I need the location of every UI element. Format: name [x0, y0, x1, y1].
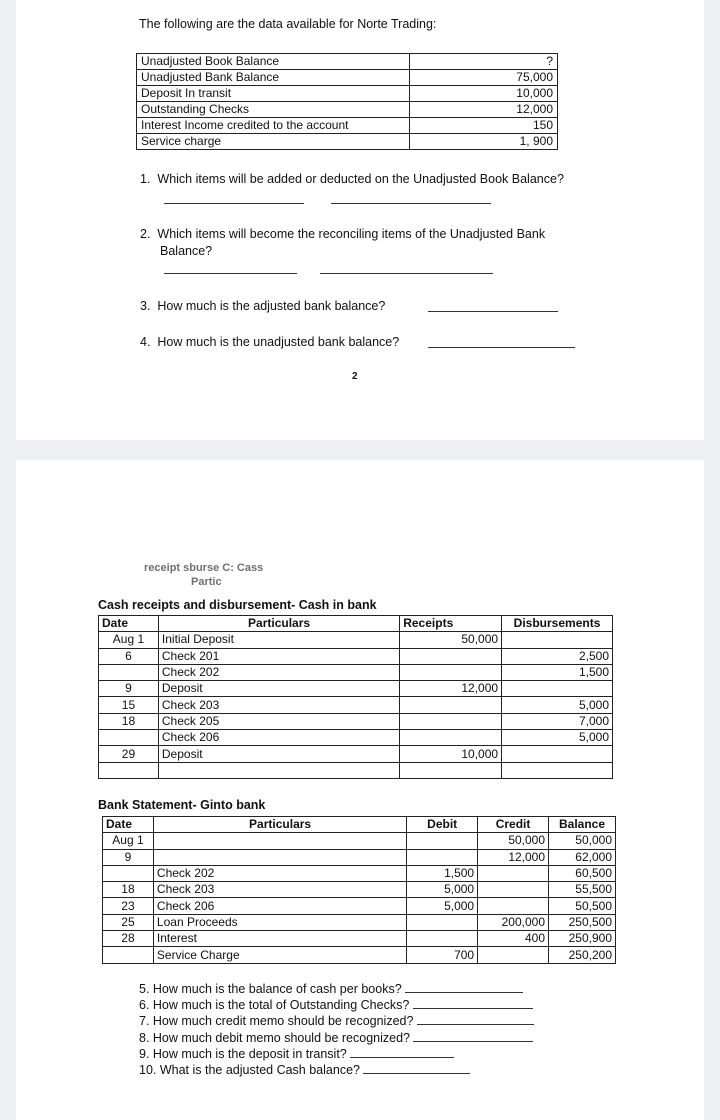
question-5: 5. How much is the balance of cash per books? — [139, 981, 534, 997]
table-row — [99, 762, 613, 778]
question-6: 6. How much is the total of Outstanding Checks? — [139, 997, 534, 1013]
table-row: 23 Check 206 5,000 50,500 — [103, 898, 616, 914]
table-row: Service Charge 700 250,200 — [103, 947, 616, 963]
table-row: 9 Deposit 12,000 — [99, 681, 613, 697]
table-header-row: Date Particulars Receipts Disbursements — [99, 616, 613, 632]
data-row: Interest Income credited to the account 150 — [137, 118, 558, 134]
answer-line — [164, 203, 304, 204]
question-3: 3. How much is the adjusted bank balance? — [140, 299, 386, 313]
answer-line — [428, 311, 558, 312]
question-1: 1. Which items will be added or deducted on the Unadjusted Book Balance? — [140, 172, 564, 186]
table-row: 18 Check 205 7,000 — [99, 713, 613, 729]
document-page-1 — [16, 0, 704, 440]
answer-line — [164, 273, 297, 274]
cash-section-title: Cash receipts and disbursement- Cash in bank — [98, 598, 377, 612]
table-header-row: Date Particulars Debit Credit Balance — [103, 817, 616, 833]
bank-statement-table — [102, 816, 616, 964]
data-table — [136, 53, 558, 150]
intro-text: The following are the data available for Norte Trading: — [139, 17, 437, 31]
table-row: 15 Check 203 5,000 — [99, 697, 613, 713]
page-number: 2 — [352, 371, 358, 382]
question-10: 10. What is the adjusted Cash balance? — [139, 1062, 534, 1078]
table-row: Aug 1 50,000 50,000 — [103, 833, 616, 849]
table-row: 29 Deposit 10,000 — [99, 746, 613, 762]
faded-scribble: Partic — [191, 576, 222, 588]
table-row: 18 Check 203 5,000 55,500 — [103, 882, 616, 898]
answer-line — [320, 273, 493, 274]
table-row: Aug 1 Initial Deposit 50,000 — [99, 632, 613, 648]
table-row: Check 206 5,000 — [99, 730, 613, 746]
data-row: Service charge 1, 900 — [137, 134, 558, 150]
data-row: Deposit In transit 10,000 — [137, 86, 558, 102]
cash-ledger-table — [98, 615, 613, 779]
data-row: Unadjusted Book Balance ? — [137, 54, 558, 70]
table-row: 25 Loan Proceeds 200,000 250,500 — [103, 914, 616, 930]
table-row: Check 202 1,500 60,500 — [103, 865, 616, 881]
question-7: 7. How much credit memo should be recognized? — [139, 1013, 534, 1029]
table-row: 28 Interest 400 250,900 — [103, 931, 616, 947]
table-row: Check 202 1,500 — [99, 664, 613, 680]
data-row: Unadjusted Bank Balance 75,000 — [137, 70, 558, 86]
document-page-2 — [16, 460, 704, 1120]
table-row: 9 12,000 62,000 — [103, 849, 616, 865]
answer-line — [331, 203, 491, 204]
question-list — [139, 981, 534, 1078]
question-8: 8. How much debit memo should be recognized? — [139, 1030, 534, 1046]
answer-line — [428, 347, 575, 348]
faded-scribble: receipt sburse C: Cass — [144, 562, 264, 574]
question-2: 2. Which items will become the reconciling items of the Unadjusted Bank Balance? — [140, 227, 546, 258]
table-row: 6 Check 201 2,500 — [99, 648, 613, 664]
data-row: Outstanding Checks 12,000 — [137, 102, 558, 118]
bank-section-title: Bank Statement- Ginto bank — [98, 798, 266, 812]
question-4: 4. How much is the unadjusted bank balance? — [140, 335, 400, 349]
question-9: 9. How much is the deposit in transit? — [139, 1046, 534, 1062]
